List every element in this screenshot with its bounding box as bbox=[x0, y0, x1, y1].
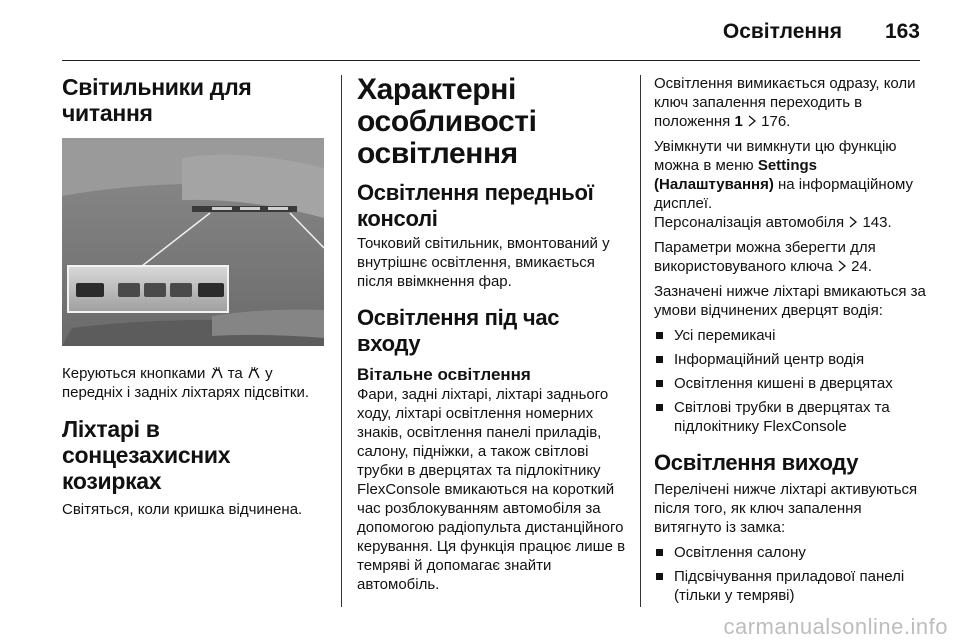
watermark: carmanualsonline.info bbox=[723, 614, 948, 639]
visor-lights-heading: Ліхтарі в сонцезахисних козирках bbox=[62, 416, 231, 494]
bullet-icon bbox=[656, 380, 663, 387]
running-title: Освітлення bbox=[722, 20, 842, 43]
exit-lighting-text: Перелічені нижче ліхтарі активуються після того, як ключ запалення витягнуто із замка: bbox=[654, 481, 918, 536]
list-item: Усі перемикачі bbox=[654, 326, 926, 345]
list-item: Підсвічування приладової панелі (тільки у темряві) bbox=[654, 567, 926, 605]
welcome-lighting-text: Фари, задні ліхтарі, ліхтарі заднього ходу, ліхтарі освітлення номерних знаків, освітлення панелі приладів, салону, підніжки, а також світлові трубки в дверцятах та підлокітнику FlexConsole вмикаються на короткий час розблокуванням автомобіля за допомогою радіопульта дистанційного керування. Ця функція працює лише в темряві й допомагає знайти автомобіль. bbox=[357, 386, 626, 593]
reading-lights-caption: Керуються кнопками та у передніх і задніх ліхтарях підсвітки. bbox=[62, 365, 310, 401]
bullet-icon bbox=[656, 356, 663, 363]
front-console-text: Точковий світильник, вмонтований у внутрішнє освітлення, вмикається після ввімкнення фар. bbox=[357, 235, 610, 290]
list-item: Освітлення кишені в дверцятах bbox=[654, 374, 926, 393]
visor-lights-text: Світяться, коли кришка відчинена. bbox=[62, 501, 303, 518]
column-divider bbox=[341, 75, 342, 607]
column-2 bbox=[357, 74, 627, 600]
front-reading-lamp-icon bbox=[210, 366, 224, 380]
front-console-heading: Освітлення передньої консолі bbox=[357, 180, 594, 231]
settings-menu-text: Увімкнути чи вимкнути цю функцію можна в меню Settings (Налаштування) на інформаційному дисплеї. Персоналізація автомобіля 143. bbox=[654, 138, 914, 231]
page-number: 163 bbox=[884, 20, 920, 43]
rear-reading-lamp-icon bbox=[247, 366, 261, 380]
list-item: Освітлення салону bbox=[654, 543, 926, 562]
column-divider bbox=[640, 75, 641, 607]
column-1 bbox=[62, 74, 328, 525]
list-item: Світлові трубки в дверцятах та підлокітнику FlexConsole bbox=[654, 398, 926, 436]
door-open-lights-text: Зазначені нижче ліхтарі вмикаються за умови відчинених дверцят водія: bbox=[654, 283, 926, 319]
list-item: Інформаційний центр водія bbox=[654, 350, 926, 369]
lights-off-text: Освітлення вимикається одразу, коли ключ запалення переходить в положення 1 176. bbox=[654, 75, 916, 130]
bullet-icon bbox=[656, 573, 663, 580]
lighting-features-title: Характерні особливості освітлення bbox=[357, 73, 537, 170]
page-reference-icon bbox=[837, 260, 847, 272]
header-rule bbox=[62, 60, 920, 61]
bullet-icon bbox=[656, 404, 663, 411]
column-3 bbox=[654, 74, 926, 611]
page-header bbox=[0, 0, 960, 60]
key-settings-text: Параметри можна зберегти для використовуваного ключа 24. bbox=[654, 239, 876, 275]
console-illustration bbox=[62, 138, 324, 346]
door-open-lights-list bbox=[654, 326, 926, 436]
exit-lighting-heading: Освітлення виходу bbox=[654, 450, 859, 475]
reading-lights-heading: Світильники для читання bbox=[62, 74, 252, 126]
entry-lighting-heading: Освітлення під час входу bbox=[357, 305, 560, 356]
bullet-icon bbox=[656, 332, 663, 339]
page-reference-icon bbox=[848, 216, 858, 228]
reading-lights-photo bbox=[62, 138, 324, 346]
exit-lights-list bbox=[654, 543, 926, 605]
welcome-lighting-heading: Вітальне освітлення bbox=[357, 365, 531, 384]
page-reference-icon bbox=[747, 115, 757, 127]
bullet-icon bbox=[656, 549, 663, 556]
